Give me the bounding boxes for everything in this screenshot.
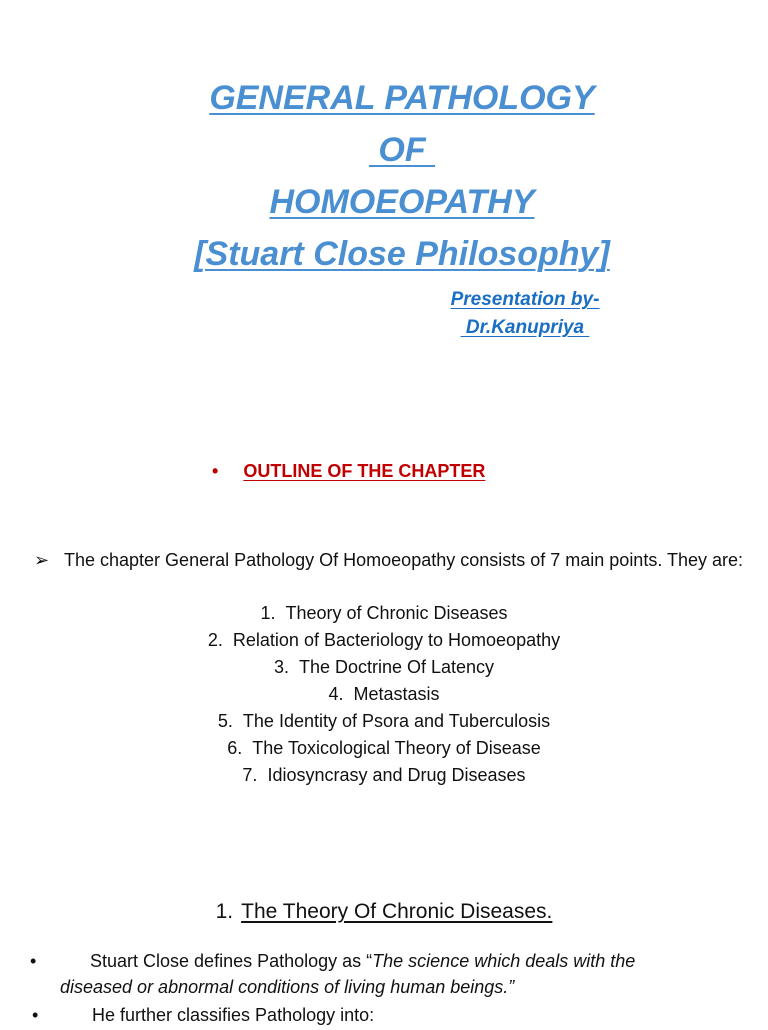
list-item [30,948,732,1000]
section-label: The Theory Of Chronic Diseases. [241,900,553,923]
title-line-3: HOMOEOPATHY [269,183,535,221]
list-item [0,627,768,654]
outline-label: OUTLINE OF THE CHAPTER [243,461,486,481]
title-line-1: GENERAL PATHOLOGY [209,79,595,117]
chapter-points-list [0,600,768,789]
list-item-number: 4. [328,684,344,704]
outline-bullet-icon: • [212,461,219,481]
list-item [0,735,768,762]
list-item-label: The Doctrine Of Latency [298,657,495,677]
list-item-label: Idiosyncrasy and Drug Diseases [267,765,526,785]
bullet-icon: • [30,951,37,971]
section-bullets [32,948,732,1030]
intro-text: The chapter General Pathology Of Homoeopathy consists of 7 main points. They are: [64,550,744,570]
list-item [0,681,768,708]
definition-prefix: Stuart Close defines Pathology as “ [90,951,373,971]
intro-paragraph [34,546,754,574]
list-item-label: Metastasis [353,684,440,704]
arrow-bullet-icon: ➢ [34,550,50,570]
bullet-icon: • [32,1005,39,1025]
bullet-text: He further classifies Pathology into: [92,1005,375,1025]
list-item-number: 2. [207,630,223,650]
presenter-credit [420,286,630,342]
list-item [0,600,768,627]
list-item [32,1002,732,1028]
list-item-label: Theory of Chronic Diseases [285,603,508,623]
list-item [0,762,768,789]
section-number: 1. [215,900,234,923]
definition-quote-b: diseased or abnormal conditions of living human beings.” [60,977,515,997]
presenter-line-1: Presentation by- [450,289,600,310]
section-heading [0,900,768,924]
list-item-number: 7. [242,765,258,785]
presenter-line-2: Dr.Kanupriya [460,317,590,338]
outline-heading [212,461,485,482]
list-item-number: 3. [273,657,289,677]
list-item-label: The Identity of Psora and Tuberculosis [242,711,551,731]
list-item-number: 1. [260,603,276,623]
list-item-number: 5. [217,711,233,731]
list-item [0,654,768,681]
list-item-label: Relation of Bacteriology to Homoeopathy [232,630,561,650]
list-item-label: The Toxicological Theory of Disease [252,738,541,758]
title-line-2: OF [368,131,436,169]
bullet-line [60,948,732,974]
list-item-number: 6. [227,738,243,758]
document-title [0,72,768,280]
list-item [0,708,768,735]
title-line-4: [Stuart Close Philosophy] [194,235,610,273]
definition-quote-a: The science which deals with the [372,951,636,971]
